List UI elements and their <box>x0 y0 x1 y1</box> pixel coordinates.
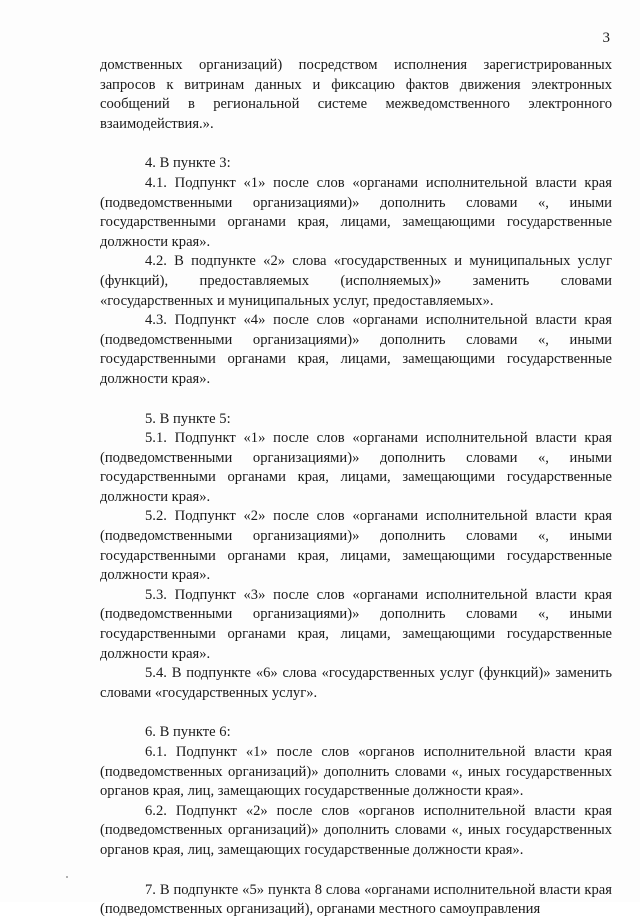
paragraph-spacer <box>100 390 612 410</box>
document-body <box>100 56 612 920</box>
page-number: 3 <box>602 30 610 46</box>
section-heading-6: 6. В пункте 6: <box>145 724 231 741</box>
section-heading-5: 5. В пункте 5: <box>145 410 231 427</box>
paragraph-4-1: 4.1. Подпункт «1» после слов «органами исполнительной власти края (подведомственными организациями)» дополнить словами «, иными государственными органами края, лицами, замещающими государственные должности края». <box>100 174 612 250</box>
paragraph-7: 7. В подпункте «5» пункта 8 слова «органами исполнительной власти края (подведомственных организаций), органами местного самоуправления <box>100 881 612 918</box>
paragraph-4-3: 4.3. Подпункт «4» после слов «органами исполнительной власти края (подведомственными организациями)» дополнить словами «, иными государственными органами края, лицами, замещающими государственные должности края». <box>100 312 612 387</box>
paragraph-spacer <box>100 703 612 723</box>
paragraph-5-4: 5.4. В подпункте «6» слова «государственных услуг (функций)» заменить словами «государственных услуг». <box>100 665 612 701</box>
paragraph-6-1: 6.1. Подпункт «1» после слов «органов исполнительной власти края (подведомственных организаций)» дополнить словами «, иных государственных органов края, лиц, замещающих государственные должности края». <box>100 744 612 800</box>
paragraph-spacer <box>100 134 612 154</box>
paragraph-5-1: 5.1. Подпункт «1» после слов «органами исполнительной власти края (подведомственными организациями)» дополнить словами «, иными государственными органами края, лицами, замещающими государственные должности края». <box>100 430 612 505</box>
scan-speck <box>66 876 68 878</box>
paragraph-5-3: 5.3. Подпункт «3» после слов «органами исполнительной власти края (подведомственными организациями)» дополнить словами «, иными государственными органами края, лицами, замещающими государственные должности края». <box>100 586 612 662</box>
section-heading-4: 4. В пункте 3: <box>145 155 231 172</box>
paragraph-spacer <box>100 861 612 881</box>
paragraph-4-2: 4.2. В подпункте «2» слова «государственных и муниципальных услуг (функций), предоставляемых (исполняемых)» заменить словами «государственных и муниципальных услуг, предоставляемых». <box>100 253 612 309</box>
paragraph-5-2: 5.2. Подпункт «2» после слов «органами исполнительной власти края (подведомственными организациями)» дополнить словами «, иными государственными органами края, лицами, замещающими государственные должности края». <box>100 508 612 584</box>
paragraph-6-2: 6.2. Подпункт «2» после слов «органов исполнительной власти края (подведомственных организаций)» дополнить словами «, иных государственных органов края, лиц, замещающих государственные должности края». <box>100 802 612 858</box>
paragraph-continuation: домственных организаций) посредством исполнения зарегистрированных запросов к витринам данных и фиксацию фактов движения электронных сообщений в региональной системе межведомственного электронного взаимодействия.». <box>100 57 612 132</box>
